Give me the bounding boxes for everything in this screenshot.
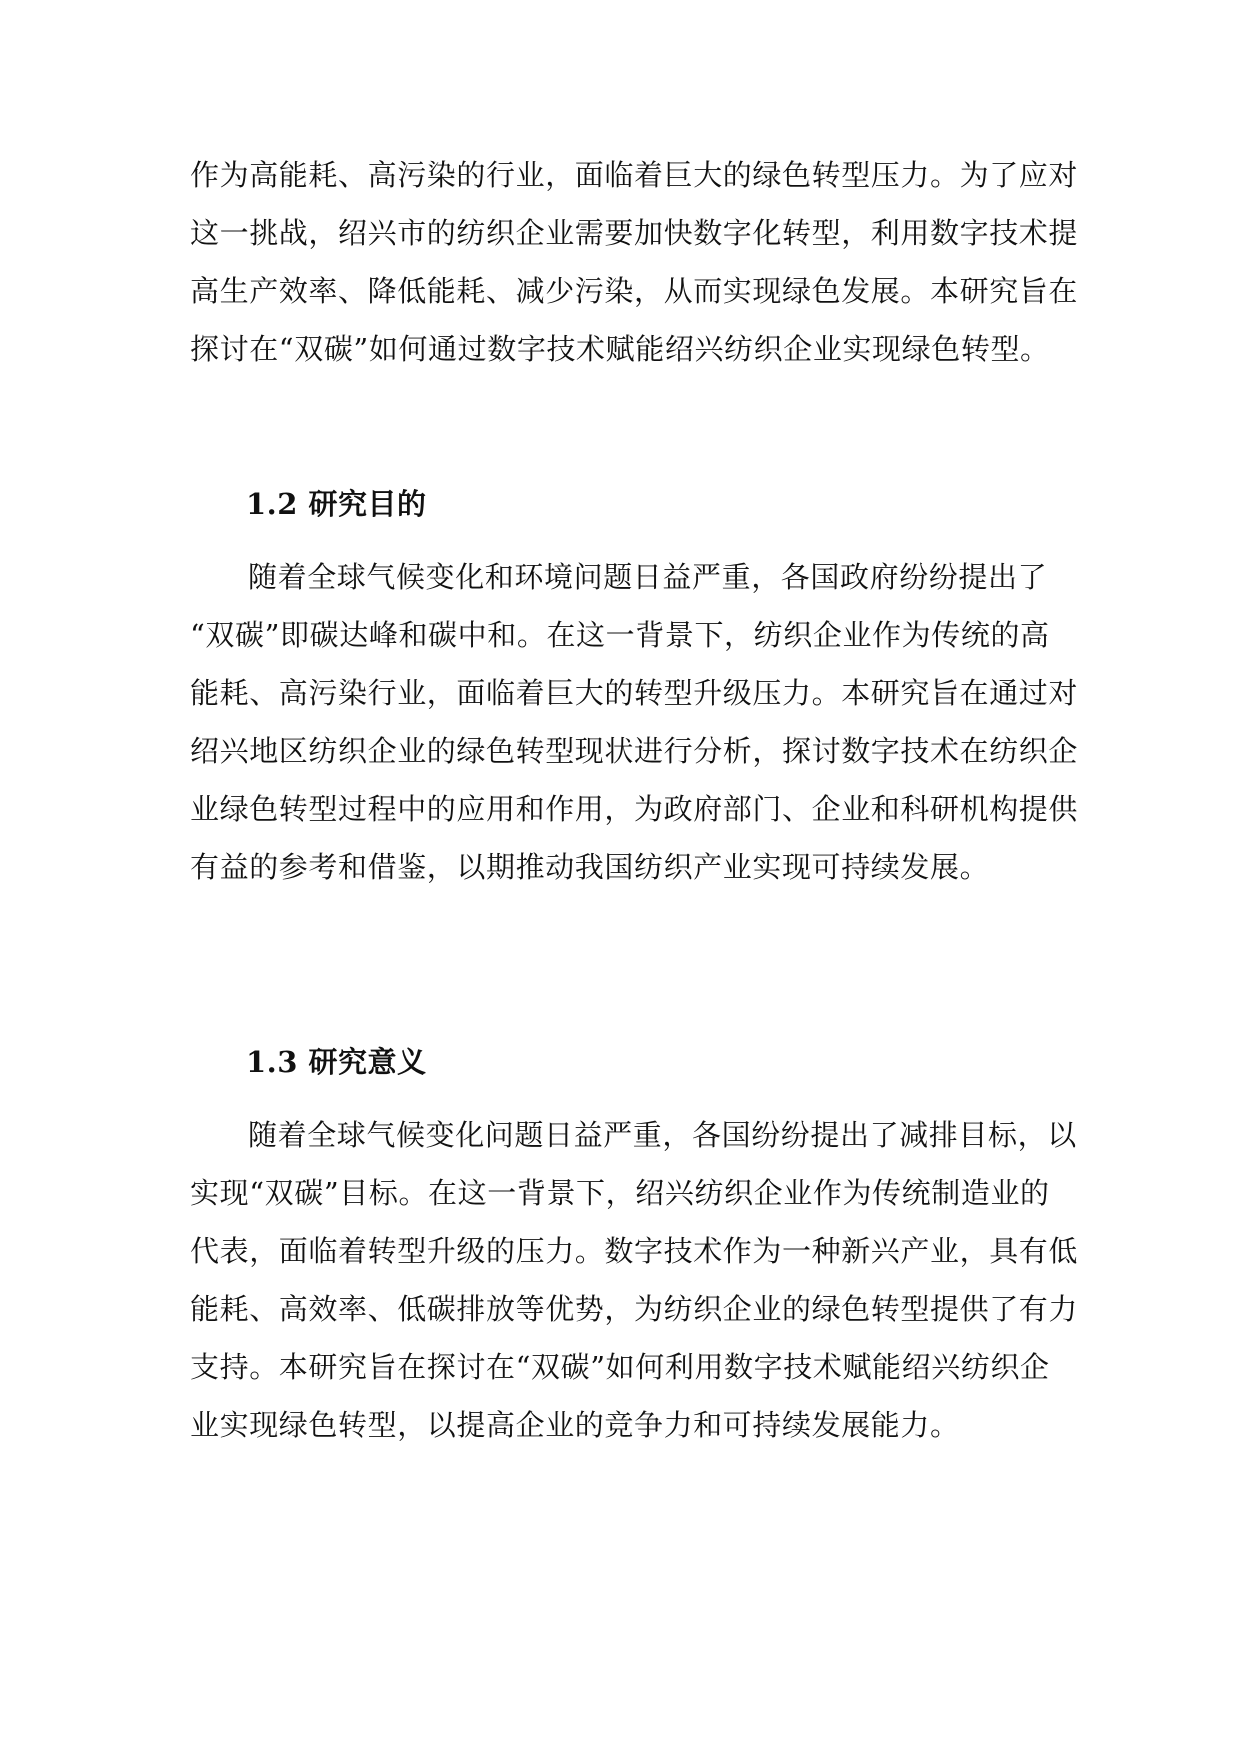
paragraph-line: 业绿色转型过程中的应用和作用，为政府部门、企业和科研机构提供 [190,792,1079,826]
paragraph-line: 探讨在“双碳”如何通过数字技术赋能绍兴纺织企业实现绿色转型。 [190,332,1050,366]
section-heading-1-2: 1.2 研究目的 [246,487,427,521]
paragraph-line: 能耗、高效率、低碳排放等优势，为纺织企业的绿色转型提供了有力 [190,1292,1079,1326]
paragraph-line: 能耗、高污染行业，面临着巨大的转型升级压力。本研究旨在通过对 [190,676,1079,710]
paragraph-line: 业实现绿色转型，以提高企业的竞争力和可持续发展能力。 [190,1408,960,1442]
paragraph-line: 高生产效率、降低能耗、减少污染，从而实现绿色发展。本研究旨在 [190,274,1079,308]
paragraph-line: 实现“双碳”目标。在这一背景下，绍兴纺织企业作为传统制造业的 [190,1176,1050,1210]
paragraph-line: 随着全球气候变化和环境问题日益严重，各国政府纷纷提出了 [248,560,1048,594]
paragraph-line: 绍兴地区纺织企业的绿色转型现状进行分析，探讨数字技术在纺织企 [190,734,1079,768]
paragraph-line: 作为高能耗、高污染的行业，面临着巨大的绿色转型压力。为了应对 [190,158,1079,192]
paragraph-line: 代表，面临着转型升级的压力。数字技术作为一种新兴产业，具有低 [190,1234,1079,1268]
paragraph-line: “双碳”即碳达峰和碳中和。在这一背景下，纺织企业作为传统的高 [190,618,1050,652]
paragraph-line: 支持。本研究旨在探讨在“双碳”如何利用数字技术赋能绍兴纺织企 [190,1350,1050,1384]
paragraph-line: 随着全球气候变化问题日益严重，各国纷纷提出了减排目标，以 [248,1118,1077,1152]
paragraph-line: 这一挑战，绍兴市的纺织企业需要加快数字化转型，利用数字技术提 [190,216,1079,250]
section-1-3-paragraph [190,1106,1079,1454]
paragraph-line: 有益的参考和借鉴，以期推动我国纺织产业实现可持续发展。 [190,850,990,884]
section-1-2-paragraph [190,548,1079,896]
intro-paragraph [190,146,1079,378]
section-heading-1-3: 1.3 研究意义 [246,1045,427,1079]
